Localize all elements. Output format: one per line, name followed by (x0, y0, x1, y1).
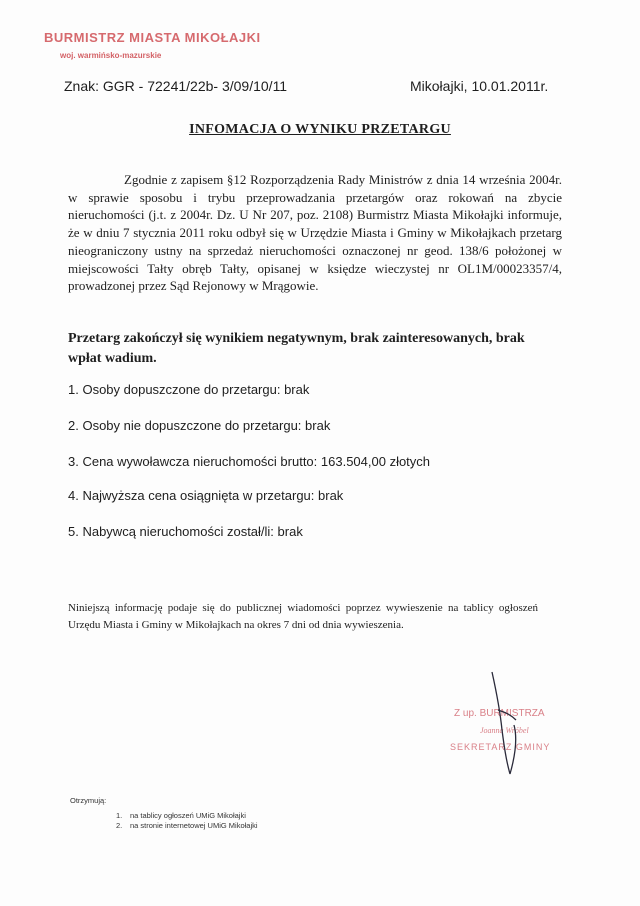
signature-stamp-line2: Joanna Wróbel (480, 726, 529, 735)
document-title: INFOMACJA O WYNIKU PRZETARGU (189, 122, 451, 137)
recipients-heading: Otrzymują: (70, 796, 107, 805)
recipients (70, 796, 258, 831)
publication-notice: Niniejszą informację podaje się do publicznej wiadomości poprzez wywieszenie na tablicy ogłoszeń Urzędu Miasta i Gminy w Mikołajkach na okres 7 dni od dnia wywieszenia. (68, 602, 538, 631)
handwritten-signature (470, 670, 550, 780)
reference-number: Znak: GGR - 72241/22b- 3/09/10/11 (64, 78, 288, 94)
office-stamp (44, 30, 261, 60)
recipient-item: 2. na stronie internetowej UMiG Mikołajki (116, 821, 258, 830)
office-stamp-line1: BURMISTRZ MIASTA MIKOŁAJKI (44, 30, 261, 45)
list-item: 2. Osoby nie dopuszczone do przetargu: brak (68, 418, 331, 433)
recipient-item: 1. na tablicy ogłoszeń UMiG Mikołajki (116, 811, 246, 820)
list-item: 1. Osoby dopuszczone do przetargu: brak (68, 382, 310, 397)
list-item: 4. Najwyższa cena osiągnięta w przetargu: brak (68, 488, 344, 503)
body-paragraph (68, 171, 562, 295)
office-stamp-line2: woj. warmińsko-mazurskie (60, 51, 162, 60)
list-item: 3. Cena wywoławcza nieruchomości brutto: 163.504,00 złotych (68, 454, 431, 469)
list-item: 5. Nabywcą nieruchomości został/li: brak (68, 524, 303, 539)
body-text: Zgodnie z zapisem §12 Rozporządzenia Rady Ministrów z dnia 14 września 2004r. w sprawie sposobu i trybu przeprowadzania przetargów oraz rokowań na zbycie nieruchomości (j.t. z 2004r. Dz. U Nr 207, poz. 2108) Burmistrz Miasta Mikołajki informuje, że w dniu 7 stycznia 2011 roku odbył się w Urzędzie Miasta i Gminy w Mikołajkach przetarg nieograniczony ustny na sprzedaż nieruchomości oznaczonej nr geod. 138/6 położonej w miejscowości Tałty obręb Tałty, opisanej w księdze wieczystej nr OL1M/00023357/4, prowadzonej przez Sąd Rejonowy w Mrągowie. (68, 172, 562, 294)
signature-stamp-line3: SEKRETARZ GMINY (450, 742, 551, 752)
signature-stamp-line1: Z up. BURMISTRZA (454, 708, 545, 719)
result-statement: Przetarg zakończył się wynikiem negatywnym, brak zainteresowanych, brak wpłat wadium. (68, 331, 525, 366)
document-date: Mikołajki, 10.01.2011r. (410, 78, 549, 94)
